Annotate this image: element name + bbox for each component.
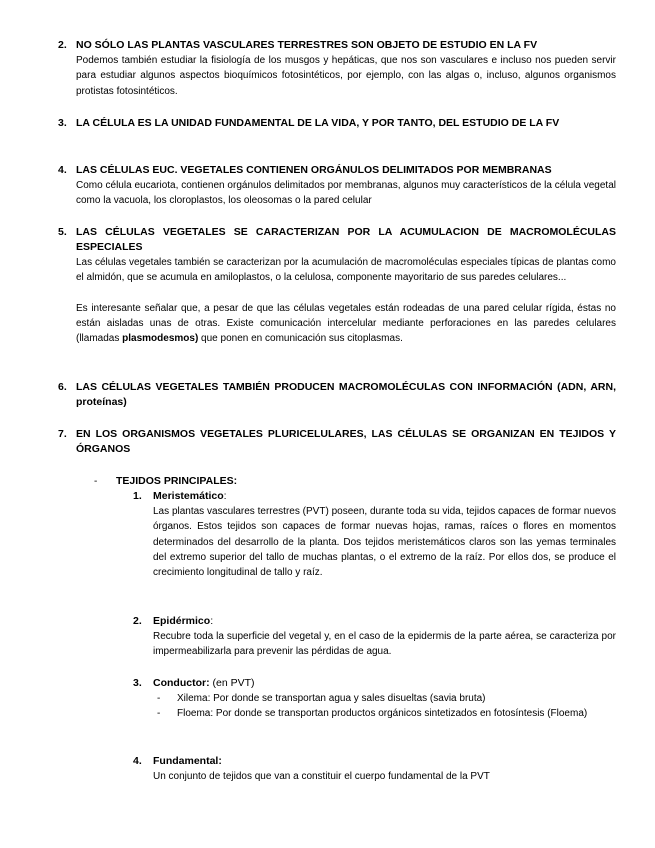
bullet-dash: - xyxy=(157,708,161,720)
tissue-meristematico xyxy=(133,489,616,580)
list-item-floema xyxy=(153,706,616,721)
tissue-number: 2. xyxy=(133,615,142,627)
list-item-text: Floema: Por donde se transportan productos orgánicos sintetizados en fotosíntesis (Floema) xyxy=(177,708,588,720)
section-heading: NO SÓLO LAS PLANTAS VASCULARES TERRESTRES SON OBJETO DE ESTUDIO EN LA FV xyxy=(76,39,538,51)
list-item-xilema xyxy=(153,691,616,706)
section-body: Las células vegetales también se caracterizan por la acumulación de macromoléculas especiales típicas de plantas como el almidón, que se acumula en amiloplastos, o la celulosa, componente mayoritario de sus paredes celulares... xyxy=(76,257,616,284)
section-7 xyxy=(58,427,616,457)
tissue-name: Fundamental: xyxy=(153,755,222,767)
section-heading: LAS CÉLULAS EUC. VEGETALES CONTIENEN ORGÁNULOS DELIMITADOS POR MEMBRANAS xyxy=(76,164,552,176)
section-6 xyxy=(58,380,616,410)
section-2 xyxy=(58,38,616,99)
tissue-name: Epidérmico xyxy=(153,615,211,627)
section-heading: EN LOS ORGANISMOS VEGETALES PLURICELULARES, LAS CÉLULAS SE ORGANIZAN EN TEJIDOS Y ÓRGANOS xyxy=(76,428,616,455)
tissue-suffix: : xyxy=(223,490,227,502)
tissue-number: 4. xyxy=(133,755,142,767)
tissue-body: Recubre toda la superficie del vegetal y, en el caso de la epidermis de la parte aérea, se caracteriza por impermeabilizarla para prevenir las pérdidas de agua. xyxy=(153,631,616,658)
section-heading: LAS CÉLULAS VEGETALES TAMBIÉN PRODUCEN MACROMOLÉCULAS CON INFORMACIÓN (ADN, ARN, proteínas) xyxy=(76,381,616,408)
section-4 xyxy=(58,163,616,209)
section-number: 4. xyxy=(58,164,67,176)
tissue-suffix: : xyxy=(210,615,214,627)
section-number: 6. xyxy=(58,381,67,393)
section-body: Podemos también estudiar la fisiología de los musgos y hepáticas, que nos son vasculares e incluso nos pueden servir para estudiar algunos aspectos bioquímicos fotosintéticos, por ejemplo, con las algas o, incluso, algunos organismos protistas fotosintéticos. xyxy=(76,55,616,97)
tissue-suffix: (en PVT) xyxy=(209,677,255,689)
plasmodesmos-term: plasmodesmos) xyxy=(122,333,199,345)
tissue-number: 3. xyxy=(133,677,142,689)
tejidos-bullet xyxy=(94,474,614,489)
bullet-dash: - xyxy=(94,476,98,487)
tissue-fundamental xyxy=(133,754,616,784)
tissue-conductor xyxy=(133,676,616,722)
section-5 xyxy=(58,225,616,346)
section-number: 5. xyxy=(58,226,67,238)
body-text: que ponen en comunicación sus citoplasmas. xyxy=(198,333,403,345)
section-body-2 xyxy=(76,301,616,347)
section-3 xyxy=(58,116,616,131)
body-text: Es interesante señalar que, a pesar de que las células vegetales están rodeadas de una pared celular rígida, éstas no están aisladas unas de otras. Existe comunicación intercelular mediante perforaciones en las paredes celulares (llamadas xyxy=(76,302,616,345)
section-body: Como célula eucariota, contienen orgánulos delimitados por membranas, algunos muy característicos de la célula vegetal como la vacuola, los cloroplastos, los oleosomas o la pared celular xyxy=(76,180,616,207)
section-heading: LA CÉLULA ES LA UNIDAD FUNDAMENTAL DE LA VIDA, Y POR TANTO, DEL ESTUDIO DE LA FV xyxy=(76,117,560,129)
tissue-name: Meristemático xyxy=(153,490,224,502)
tissue-name: Conductor: xyxy=(153,677,210,689)
tissue-body: Las plantas vasculares terrestres (PVT) poseen, durante toda su vida, tejidos capaces de formar nuevos órganos. Estos tejidos son capaces de formar nuevas hojas, ramas, raíces o flores en momentos determinados del desarrollo de la planta. Dos tejidos meristemáticos claros son las yemas terminales del extremo superior del tallo de muchas plantas, o el extremo de la raíz. Por ellos dos, se produce el crecimiento longitudinal de tallo y raíz. xyxy=(153,506,616,579)
tissue-epidermico xyxy=(133,614,616,660)
bullet-dash: - xyxy=(157,693,161,704)
tissue-number: 1. xyxy=(133,490,142,502)
conductor-sublist xyxy=(153,691,616,722)
section-number: 2. xyxy=(58,39,67,51)
tejidos-title: TEJIDOS PRINCIPALES: xyxy=(116,475,238,487)
list-item-text: Xilema: Por donde se transportan agua y sales disueltas (savia bruta) xyxy=(177,693,486,704)
section-number: 3. xyxy=(58,117,67,129)
section-heading: LAS CÉLULAS VEGETALES SE CARACTERIZAN POR LA ACUMULACION DE MACROMOLÉCULAS ESPECIALES xyxy=(76,226,616,253)
tissue-body: Un conjunto de tejidos que van a constituir el cuerpo fundamental de la PVT xyxy=(153,771,490,782)
section-number: 7. xyxy=(58,428,67,440)
